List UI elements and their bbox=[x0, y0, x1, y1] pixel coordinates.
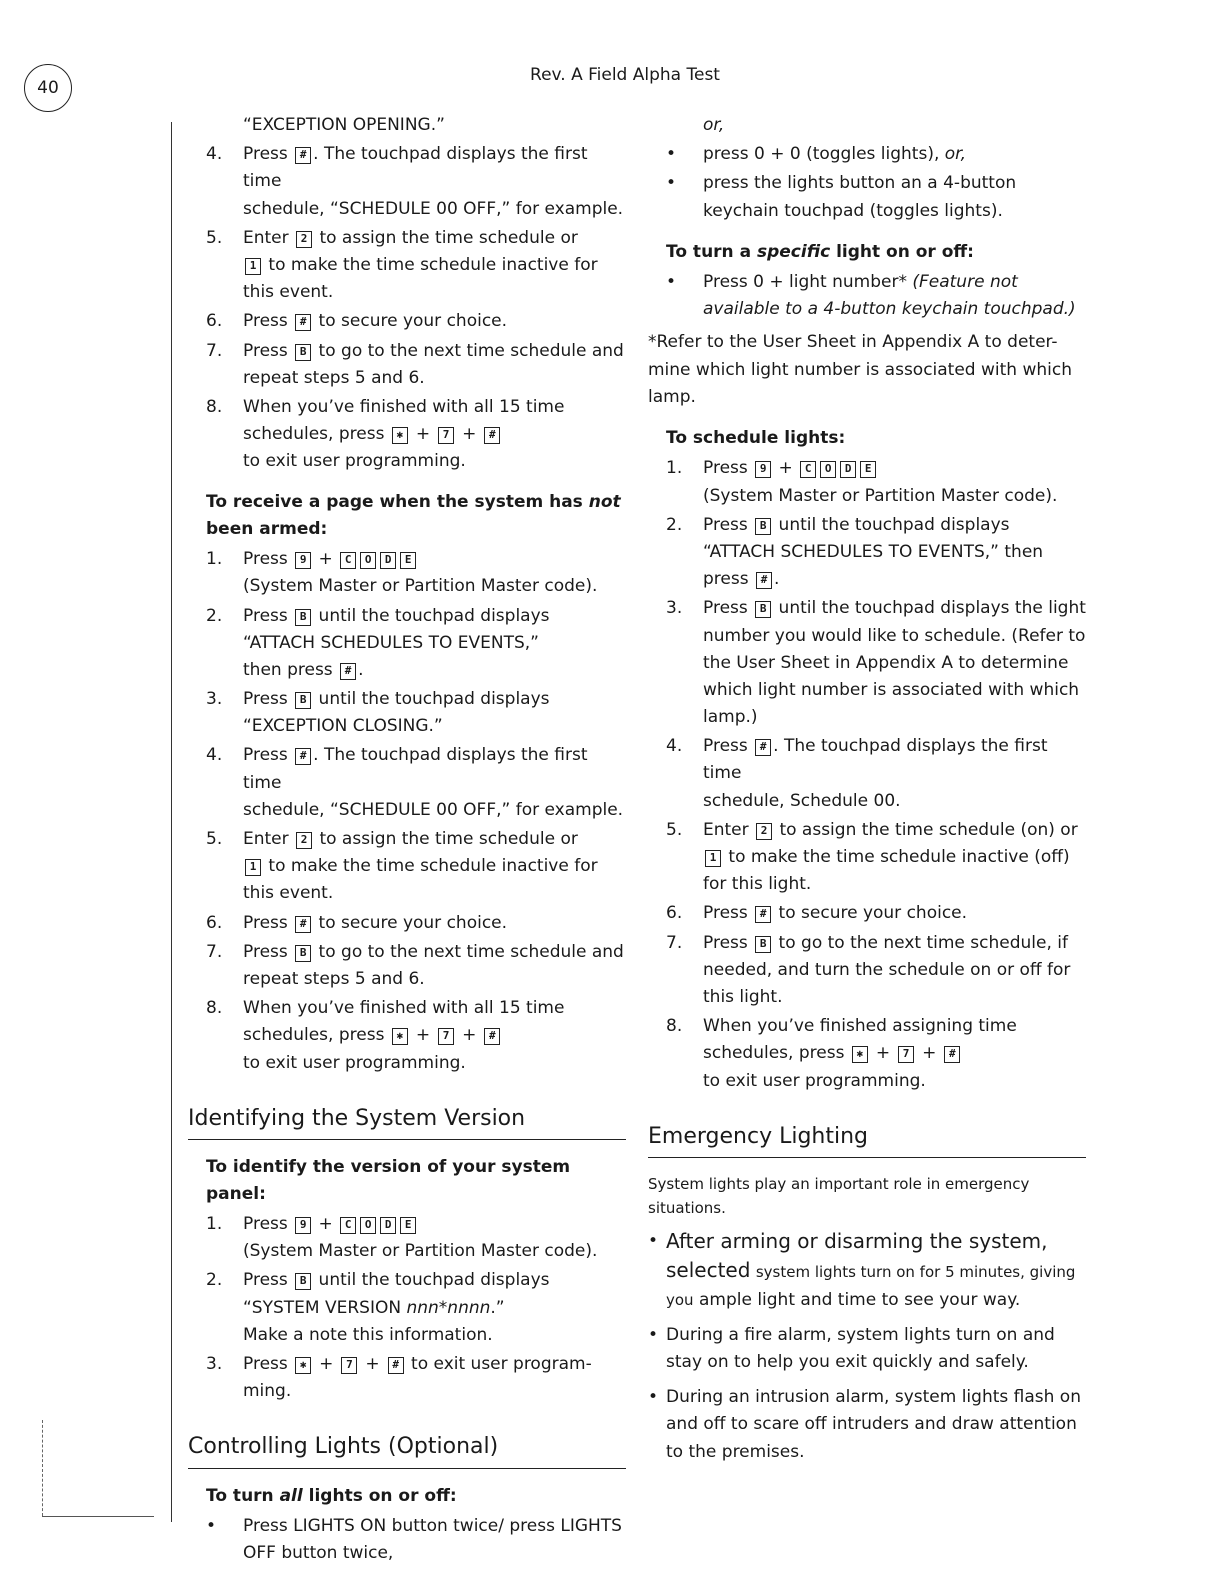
step-text: until the touchpad displays bbox=[313, 689, 550, 710]
footnote: *Refer to the User Sheet in Appendix A to deter- mine which light number is associated with which lamp. bbox=[648, 332, 1072, 407]
key-b-icon: B bbox=[755, 518, 771, 535]
step-text: schedule, “SCHEDULE 00 OFF,” for example. bbox=[243, 799, 624, 820]
bullet-text: on to help you exit quickly and safely. bbox=[707, 1352, 1029, 1373]
specific-light-bullets bbox=[648, 269, 1088, 323]
or-text: or, bbox=[703, 115, 725, 135]
section-heading-emergency-lighting: Emergency Lighting bbox=[648, 1123, 1086, 1159]
list-item bbox=[648, 170, 1088, 224]
key-b-icon: B bbox=[755, 601, 771, 618]
key-hash-icon: # bbox=[756, 572, 772, 589]
step-text: Press bbox=[243, 340, 288, 361]
key-7-icon: 7 bbox=[898, 1046, 914, 1063]
key-c-icon: C bbox=[340, 1217, 356, 1234]
step-text: ming. bbox=[243, 1381, 292, 1402]
step-text: until the touchpad displays bbox=[313, 1270, 550, 1291]
list-item: 3. Press ✱ + 7 + # to exit user program- ming. bbox=[188, 1351, 628, 1405]
step-number: 6. bbox=[206, 912, 223, 933]
step-number: 1. bbox=[206, 1213, 223, 1234]
step-text: Press bbox=[243, 549, 288, 570]
margin-rule bbox=[171, 122, 172, 1522]
step-number: 4. bbox=[206, 745, 223, 766]
step-text: to exit user programming. bbox=[243, 451, 466, 472]
bullet-icon: • bbox=[648, 1324, 659, 1345]
key-star-icon: ✱ bbox=[295, 1357, 311, 1374]
step-text: schedules, press bbox=[243, 1025, 385, 1046]
key-b-icon: B bbox=[295, 945, 311, 962]
bullet-text: press LIGHTS OFF button twice, bbox=[243, 1516, 622, 1564]
list-item bbox=[188, 910, 628, 937]
key-o-icon: O bbox=[820, 461, 836, 478]
step-number: 4. bbox=[206, 144, 223, 165]
list-item bbox=[188, 939, 628, 993]
step-text: repeat steps 5 and 6. bbox=[243, 367, 425, 388]
emergency-intro: System lights play an important role in emergency situations. bbox=[648, 1175, 1030, 1218]
list-item bbox=[648, 1384, 1088, 1466]
step-number: 5. bbox=[666, 819, 683, 840]
page-not-armed-steps bbox=[188, 546, 628, 1077]
list-item bbox=[188, 308, 628, 335]
key-b-icon: B bbox=[295, 609, 311, 626]
step-text: Press bbox=[243, 1213, 288, 1234]
step-text: Press bbox=[243, 1270, 288, 1291]
list-item bbox=[648, 900, 1088, 927]
step-text: to exit user programming. bbox=[243, 1052, 466, 1073]
key-b-icon: B bbox=[755, 936, 771, 953]
step-number: 4. bbox=[666, 736, 683, 757]
list-item: 1. Press 9 + C O D E (System Master or Partition Master code). bbox=[188, 1211, 628, 1265]
list-item bbox=[648, 1322, 1088, 1376]
key-hash-icon: # bbox=[484, 1028, 500, 1045]
step-text: to secure your choice. bbox=[773, 903, 968, 924]
step-text: the User Sheet in Appendix A to determine bbox=[703, 652, 1069, 673]
step-number: 3. bbox=[206, 689, 223, 710]
step-text: “EXCEPTION CLOSING.” bbox=[243, 716, 443, 737]
step-text: Press bbox=[243, 311, 288, 332]
step-text: until the touchpad displays bbox=[773, 514, 1010, 535]
exception-opening-steps bbox=[188, 141, 628, 475]
step-text: Press bbox=[243, 689, 288, 710]
step-text: until the touchpad displays the light bbox=[773, 598, 1086, 619]
step-text: this event. bbox=[243, 883, 334, 904]
procedure-heading: To turn all lights on or off: bbox=[206, 1485, 457, 1506]
bullet-text: and off to scare off intruders and draw attention bbox=[666, 1414, 1077, 1435]
key-d-icon: D bbox=[840, 461, 856, 478]
step-text: Press bbox=[703, 514, 748, 535]
step-text: for this light. bbox=[703, 874, 812, 895]
procedure-heading: To receive a page when the system has not been armed: bbox=[206, 492, 621, 539]
version-placeholder: nnn*nnnn bbox=[406, 1297, 491, 1318]
bullet-text: During an intrusion alarm, system lights flash on bbox=[666, 1387, 1081, 1408]
key-c-icon: C bbox=[800, 461, 816, 478]
step-text: lamp.) bbox=[703, 707, 758, 728]
step-text: Enter bbox=[243, 227, 289, 248]
step-text: Press bbox=[703, 932, 748, 953]
or-text: or, bbox=[944, 144, 967, 165]
step-number: 3. bbox=[206, 1353, 223, 1374]
bullet-icon: • bbox=[666, 173, 677, 194]
step-text: this event. bbox=[243, 282, 334, 303]
bullet-icon: • bbox=[648, 1231, 659, 1252]
list-item bbox=[188, 686, 628, 740]
system-version-steps bbox=[188, 1211, 628, 1405]
step-text: this light. bbox=[703, 986, 783, 1007]
step-number: 1. bbox=[206, 549, 223, 570]
step-text: to go to the next time schedule, if bbox=[773, 932, 1068, 953]
key-7-icon: 7 bbox=[438, 1028, 454, 1045]
step-text: to make the time schedule inactive (off) bbox=[723, 847, 1070, 867]
step-number: 8. bbox=[206, 396, 223, 417]
step-text: . The touchpad displays the first time bbox=[243, 745, 588, 793]
procedure-heading: To identify the version of your system panel: bbox=[206, 1157, 571, 1204]
key-7-icon: 7 bbox=[341, 1357, 357, 1374]
key-2-icon: 2 bbox=[756, 823, 772, 840]
list-item bbox=[648, 733, 1088, 815]
step-text: to exit user program- bbox=[405, 1353, 592, 1374]
crop-mark-vertical bbox=[42, 1420, 43, 1516]
step-text: to assign the time schedule (on) or bbox=[774, 819, 1078, 840]
list-item: 8. When you’ve finished with all 15 time schedules, press ✱ + 7 + # to exit user programming. bbox=[188, 995, 628, 1077]
step-text: Press bbox=[703, 736, 748, 757]
list-item: 8. When you’ve finished assigning time schedules, press ✱ + 7 + # to exit user programming. bbox=[648, 1013, 1088, 1095]
list-item bbox=[188, 1513, 628, 1567]
bullet-text: ample light and time to see your way. bbox=[698, 1289, 1021, 1310]
right-column bbox=[648, 112, 1088, 1466]
step-number: 1. bbox=[666, 458, 683, 479]
key-2-icon: 2 bbox=[296, 832, 312, 849]
list-item: 1. Press 9 + C O D E (System Master or Partition Master code). bbox=[648, 455, 1088, 509]
bullet-icon: • bbox=[648, 1387, 659, 1408]
all-lights-bullets bbox=[188, 1513, 628, 1567]
key-hash-icon: # bbox=[755, 906, 771, 923]
bullet-text: to the premises. bbox=[666, 1441, 805, 1462]
step-text: Make a note this information. bbox=[243, 1324, 493, 1345]
key-o-icon: O bbox=[360, 1217, 376, 1234]
step-number: 8. bbox=[206, 998, 223, 1019]
step-text: (System Master or Partition Master code). bbox=[243, 576, 598, 597]
key-hash-icon: # bbox=[295, 314, 311, 331]
key-b-icon: B bbox=[295, 692, 311, 709]
list-item bbox=[188, 141, 628, 223]
list-item bbox=[188, 826, 628, 908]
list-item: 8. When you’ve finished with all 15 time schedules, press ✱ + 7 + # to exit user programming. bbox=[188, 394, 628, 476]
step-text: When you’ve finished assigning time bbox=[703, 1016, 1017, 1037]
key-d-icon: D bbox=[380, 1217, 396, 1234]
step-text: Enter bbox=[703, 819, 749, 840]
step-text: to make the time schedule inactive for bbox=[263, 856, 598, 877]
step-text: to make the time schedule inactive for bbox=[263, 254, 598, 275]
step-text: Enter bbox=[243, 829, 289, 849]
list-item: 1. Press 9 + C O D E (System Master or Partition Master code). bbox=[188, 546, 628, 600]
step-text: When you’ve finished with all 15 time bbox=[243, 396, 565, 417]
step-text: Press bbox=[703, 598, 748, 619]
step-text: schedule, “SCHEDULE 00 OFF,” for example. bbox=[243, 198, 624, 219]
key-e-icon: E bbox=[400, 552, 416, 569]
step-text: Press bbox=[703, 458, 748, 479]
step-text: . The touchpad displays the first time bbox=[703, 736, 1048, 784]
step-text: to secure your choice. bbox=[313, 912, 508, 933]
step-text: Press bbox=[243, 144, 288, 165]
step-number: 7. bbox=[666, 932, 683, 953]
step-number: 2. bbox=[206, 1270, 223, 1291]
step-text: schedules, press bbox=[703, 1043, 845, 1064]
list-item bbox=[188, 225, 628, 307]
step-number: 8. bbox=[666, 1016, 683, 1037]
page-number: 40 bbox=[24, 64, 72, 112]
key-hash-icon: # bbox=[295, 147, 311, 164]
step-text: to go to the next time schedule and bbox=[313, 941, 624, 962]
crop-mark-horizontal bbox=[42, 1516, 154, 1517]
step-number: 6. bbox=[666, 903, 683, 924]
list-item bbox=[648, 817, 1088, 899]
feature-note: keychain touchpad.) bbox=[901, 299, 1076, 320]
key-hash-icon: # bbox=[484, 427, 500, 444]
key-star-icon: ✱ bbox=[852, 1046, 868, 1063]
key-e-icon: E bbox=[400, 1217, 416, 1234]
key-7-icon: 7 bbox=[438, 427, 454, 444]
step-text: repeat steps 5 and 6. bbox=[243, 968, 425, 989]
list-item: 2. Press B until the touchpad displays “ATTACH SCHEDULES TO EVENTS,” then press # . bbox=[648, 512, 1088, 594]
step-text: Press bbox=[703, 903, 748, 924]
bullet-text: After arming or disarming the system, selected bbox=[666, 1229, 1048, 1283]
list-item bbox=[648, 930, 1088, 1012]
continued-quote: “EXCEPTION OPENING.” bbox=[243, 115, 445, 135]
step-number: 2. bbox=[666, 514, 683, 535]
key-c-icon: C bbox=[340, 552, 356, 569]
schedule-lights-steps bbox=[648, 455, 1088, 1094]
step-text: When you’ve finished with all 15 time bbox=[243, 998, 565, 1019]
key-9-icon: 9 bbox=[295, 1217, 311, 1234]
feature-note: (Feature not available to a 4-button bbox=[703, 272, 1018, 320]
key-9-icon: 9 bbox=[755, 461, 771, 478]
bullet-text: During a fire alarm, system lights turn on and stay bbox=[666, 1324, 1055, 1373]
key-1-icon: 1 bbox=[245, 859, 261, 876]
key-9-icon: 9 bbox=[295, 552, 311, 569]
step-text: . The touchpad displays the first time bbox=[243, 144, 588, 192]
key-d-icon: D bbox=[380, 552, 396, 569]
bullet-text: press 0 + 0 (toggles lights), bbox=[703, 144, 940, 165]
key-star-icon: ✱ bbox=[392, 1028, 408, 1045]
bullet-icon: • bbox=[206, 1516, 217, 1537]
procedure-heading: To turn a specific light on or off: bbox=[666, 241, 974, 262]
bullet-text: Press 0 + light number* bbox=[703, 272, 907, 293]
key-hash-icon: # bbox=[755, 739, 771, 756]
key-hash-icon: # bbox=[340, 663, 356, 680]
step-text: to secure your choice. bbox=[313, 311, 508, 332]
bullet-icon: • bbox=[666, 144, 677, 165]
step-text: Press bbox=[243, 745, 288, 766]
list-item bbox=[188, 338, 628, 392]
step-number: 2. bbox=[206, 605, 223, 626]
bullet-text: Press LIGHTS ON button twice/ bbox=[243, 1516, 504, 1537]
step-text: schedules, press bbox=[243, 424, 385, 445]
step-text: Press bbox=[243, 1353, 288, 1374]
key-e-icon: E bbox=[860, 461, 876, 478]
step-text: press bbox=[703, 569, 749, 590]
toggle-bullets bbox=[648, 141, 1088, 225]
key-o-icon: O bbox=[360, 552, 376, 569]
step-number: 6. bbox=[206, 311, 223, 332]
step-text: Press bbox=[243, 941, 288, 962]
key-hash-icon: # bbox=[295, 916, 311, 933]
step-text: which light number is associated with which bbox=[703, 679, 1080, 700]
step-text: Press bbox=[243, 912, 288, 933]
step-text: (System Master or Partition Master code). bbox=[703, 485, 1058, 506]
step-text: schedule, Schedule 00. bbox=[703, 790, 901, 811]
step-number: 5. bbox=[206, 227, 223, 248]
emergency-bullets bbox=[648, 1228, 1088, 1466]
list-item bbox=[648, 269, 1088, 323]
key-1-icon: 1 bbox=[705, 850, 721, 867]
key-star-icon: ✱ bbox=[392, 427, 408, 444]
step-number: 7. bbox=[206, 941, 223, 962]
step-text: until the touchpad displays bbox=[313, 605, 550, 626]
step-text: to go to the next time schedule and bbox=[313, 340, 624, 361]
running-header: Rev. A Field Alpha Test bbox=[530, 65, 720, 85]
list-item bbox=[648, 1228, 1088, 1314]
step-text: “ATTACH SCHEDULES TO EVENTS,” then bbox=[703, 541, 1044, 562]
list-item bbox=[188, 742, 628, 824]
step-number: 5. bbox=[206, 829, 223, 849]
step-number: 7. bbox=[206, 340, 223, 361]
step-text: then press bbox=[243, 659, 333, 680]
section-heading-system-version: Identifying the System Version bbox=[188, 1105, 626, 1141]
step-text: needed, and turn the schedule on or off for bbox=[703, 959, 1071, 980]
left-column bbox=[188, 112, 628, 1568]
bullet-text: touchpad (toggles lights). bbox=[784, 200, 1003, 221]
key-hash-icon: # bbox=[388, 1357, 404, 1374]
step-number: 3. bbox=[666, 598, 683, 619]
step-text: to exit user programming. bbox=[703, 1070, 926, 1091]
step-text: Press bbox=[243, 605, 288, 626]
step-text: number you would like to schedule. (Refer to bbox=[703, 625, 1086, 646]
section-heading-controlling-lights: Controlling Lights (Optional) bbox=[188, 1433, 626, 1469]
list-item bbox=[648, 595, 1088, 731]
bullet-icon: • bbox=[666, 272, 677, 293]
step-text: “ATTACH SCHEDULES TO EVENTS,” bbox=[243, 632, 539, 653]
key-hash-icon: # bbox=[944, 1046, 960, 1063]
key-1-icon: 1 bbox=[245, 258, 261, 275]
key-hash-icon: # bbox=[295, 748, 311, 765]
key-b-icon: B bbox=[295, 1273, 311, 1290]
bullet-text: press the lights button an a 4-button keychain bbox=[703, 173, 1017, 221]
procedure-heading: To schedule lights: bbox=[666, 428, 846, 449]
key-2-icon: 2 bbox=[296, 231, 312, 248]
list-item: 2. Press B until the touchpad displays “ATTACH SCHEDULES TO EVENTS,” then press # . bbox=[188, 603, 628, 685]
key-b-icon: B bbox=[295, 344, 311, 361]
step-text: to assign the time schedule or bbox=[314, 829, 578, 849]
step-text: to assign the time schedule or bbox=[314, 227, 578, 248]
bullet-text: system lights turn on for 5 minutes, giving you bbox=[666, 1263, 1076, 1309]
list-item bbox=[648, 141, 1088, 168]
list-item: 2. Press B until the touchpad displays “SYSTEM VERSION nnn*nnnn.” Make a note this information. bbox=[188, 1267, 628, 1349]
step-text: (System Master or Partition Master code). bbox=[243, 1241, 598, 1262]
